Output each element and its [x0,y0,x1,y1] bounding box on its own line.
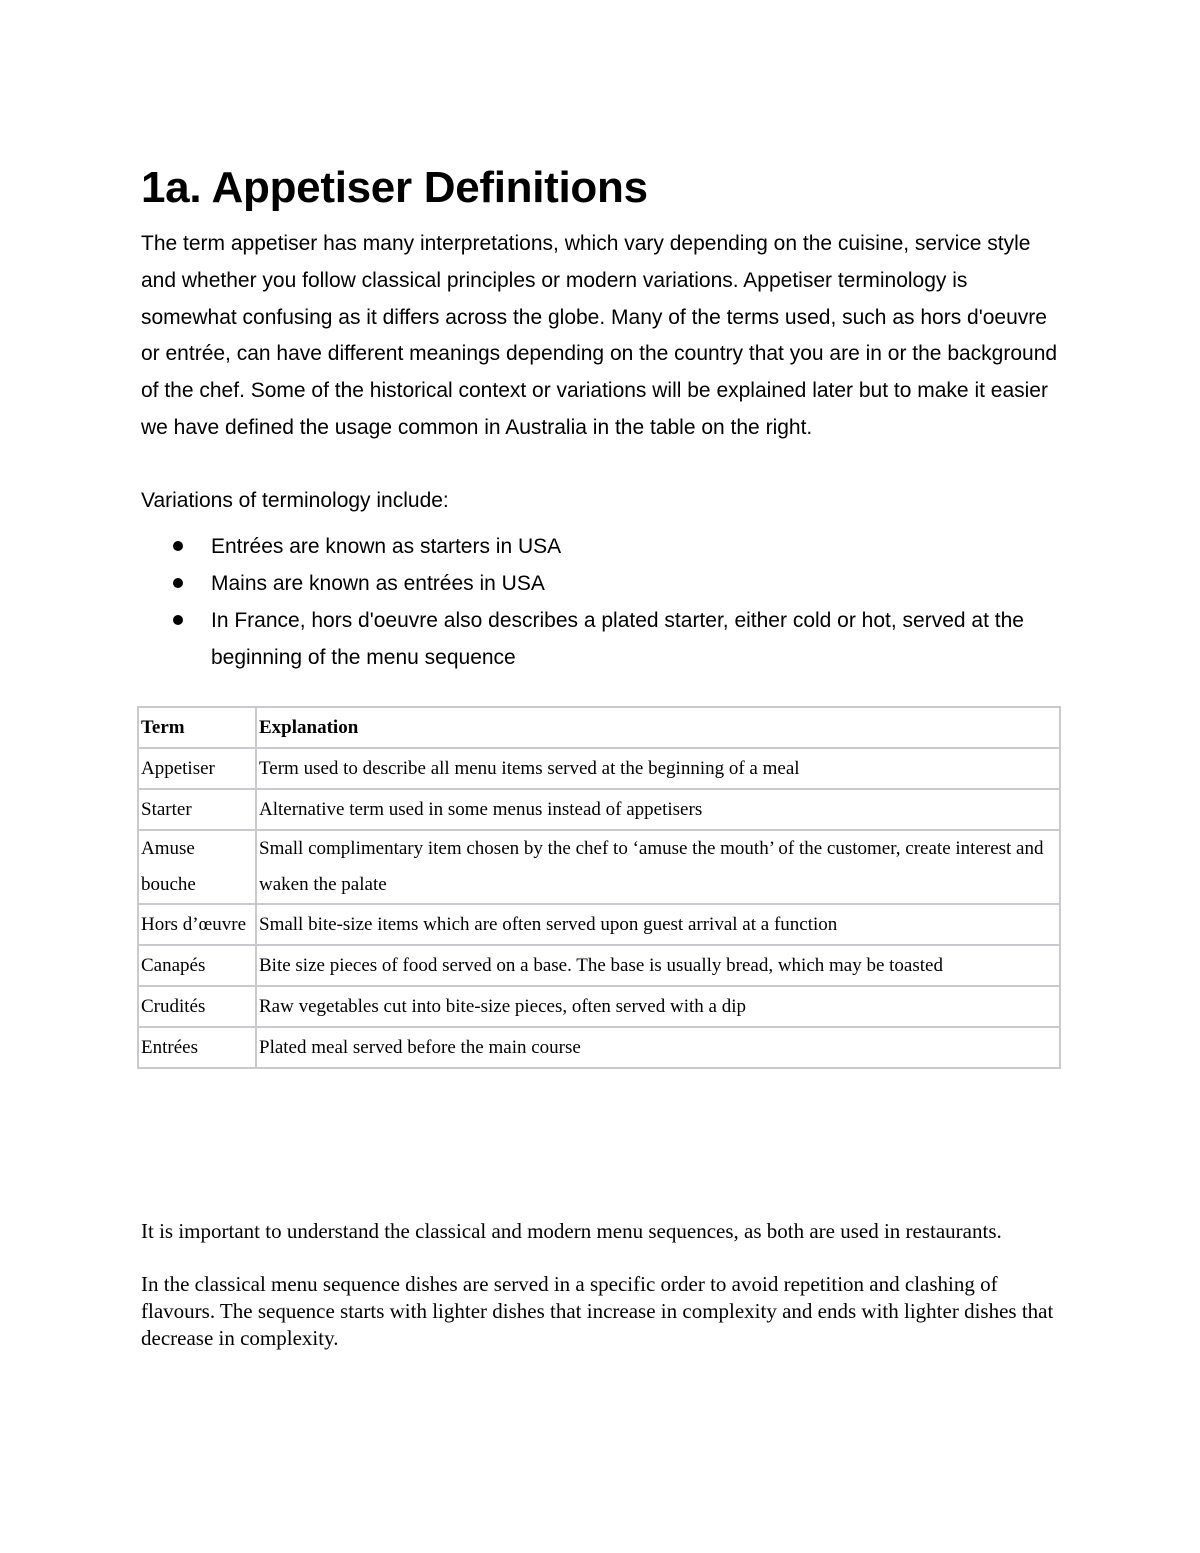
explanation-cell: Plated meal served before the main course [257,1028,1059,1067]
table-row [139,831,1059,903]
bullet-icon [173,578,183,588]
term-cell: Crudités [139,987,255,1026]
closing-paragraph: It is important to understand the classical and modern menu sequences, as both are used in restaurants. [141,1219,1002,1243]
variations-heading: Variations of terminology include: [141,488,449,512]
intro-paragraph: The term appetiser has many interpretations, which vary depending on the cuisine, service style and whether you follow classical principles or modern variations. Appetiser terminology is somewhat confusing as it differs across the globe. Many of the terms used, such as hors d'oeuvre or entrée, can have different meanings depending on the country that you are in or the background of the chef. Some of the historical context or variations will be explained later but to make it easier we have defined the usage common in Australia in the table on the right. [141,232,1058,439]
closing-section [141,1218,1061,1378]
explanation-cell: Small bite-size items which are often served upon guest arrival at a function [257,905,1059,944]
list-item-text: In France, hors d'oeuvre also describes a plated starter, either cold or hot, served at the beginning of the menu sequence [211,608,1024,669]
term-cell: Amuse bouche [139,831,255,903]
closing-paragraph: In the classical menu sequence dishes are served in a specific order to avoid repetition and clashing of flavours. The sequence starts with lighter dishes that increase in complexity and ends with lighter dishes that decrease in complexity. [141,1272,1054,1350]
page-title: 1a. Appetiser Definitions [141,163,648,212]
variations-list [141,528,1061,676]
list-item [211,528,1061,565]
table-row [139,946,1059,985]
term-cell: Canapés [139,946,255,985]
bullet-icon [173,615,183,625]
explanation-cell: Bite size pieces of food served on a base. The base is usually bread, which may be toasted [257,946,1059,985]
list-item-text: Entrées are known as starters in USA [211,534,562,558]
terms-table [137,706,1061,1069]
column-header-term: Term [139,708,255,747]
term-cell: Hors d’œuvre [139,905,255,944]
table-row [139,987,1059,1026]
table-row [139,749,1059,788]
term-cell: Entrées [139,1028,255,1067]
explanation-cell: Raw vegetables cut into bite-size pieces, often served with a dip [257,987,1059,1026]
table-header-row [139,708,1059,747]
table-row [139,790,1059,829]
table-row [139,1028,1059,1067]
column-header-explanation: Explanation [257,708,1059,747]
term-cell: Appetiser [139,749,255,788]
list-item [211,602,1061,676]
table-row [139,905,1059,944]
bullet-icon [173,541,183,551]
list-item-text: Mains are known as entrées in USA [211,571,545,595]
term-cell: Starter [139,790,255,829]
explanation-cell: Alternative term used in some menus instead of appetisers [257,790,1059,829]
explanation-cell: Term used to describe all menu items served at the beginning of a meal [257,749,1059,788]
list-item [211,565,1061,602]
document-page [141,160,1061,1350]
explanation-cell: Small complimentary item chosen by the chef to ‘amuse the mouth’ of the customer, create interest and waken the palate [257,831,1059,903]
